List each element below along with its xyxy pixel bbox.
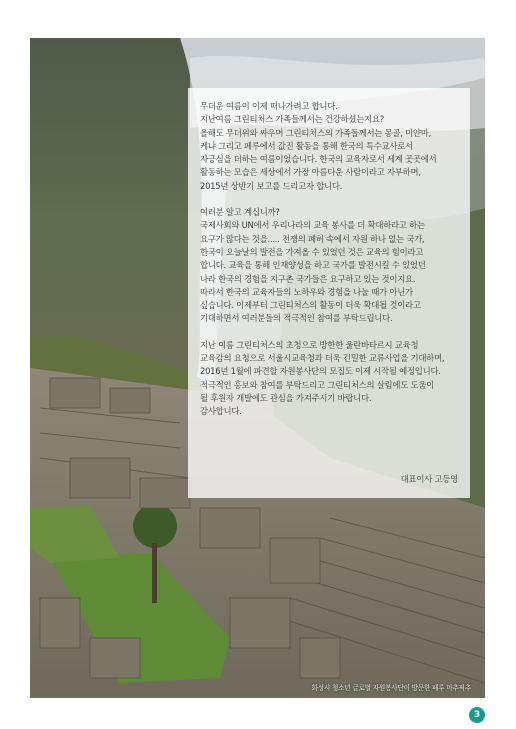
- photo-caption: 화성시 청소년 글로벌 자원봉사단이 방문한 페루 마추픽추: [311, 684, 471, 692]
- text-line: 지난여름 그린티처스 가족들께서는 건강하셨는지요?: [200, 114, 384, 125]
- text-line: 2015년 상반기 보고를 드리고자 합니다.: [200, 180, 343, 191]
- text-line: 감사합니다.: [200, 406, 242, 417]
- text-line: 여러분 알고 계십니까?: [200, 207, 280, 218]
- text-line: 자긍심을 더하는 여름이었습니다. 한국의 교육자로서 세계 곳곳에서: [200, 154, 437, 165]
- text-line: 나라 한국의 경험을 지구촌 국가들은 요구하고 있는 것이지요.: [200, 273, 416, 284]
- text-line: 활동하는 모습은 세상에서 가장 아름다운 사람이라고 자부하며,: [200, 167, 421, 178]
- text-line: 될 후원자 개발에도 관심을 가져주시기 바랍니다.: [200, 392, 372, 403]
- text-line: 요구가 많다는 것을..... 전쟁의 폐허 속에서 자원 하나 없는 국가,: [200, 233, 425, 244]
- text-line: 한국이 오늘날의 발전을 가져올 수 있었던 것은 교육의 힘이라고: [200, 246, 424, 257]
- text-line: 2016년 1월에 파견할 자원봉사단의 모집도 이제 시작될 예정입니다.: [200, 366, 441, 377]
- text-line: 올해도 무더위와 싸우며 그린티처스의 가족들께서는 몽골, 미얀마,: [200, 127, 431, 138]
- signature: 대표이사 고등영: [400, 473, 458, 484]
- letter-paragraph-3: [200, 339, 460, 419]
- text-line: 무더운 여름이 이제 떠나가려고 합니다.: [200, 101, 338, 111]
- text-line: 지난 여름 그린티처스의 초청으로 방한한 울란바타르시 교육청: [200, 339, 419, 350]
- text-line: 기대하면서 여러분들의 적극적인 참여를 부탁드립니다.: [200, 313, 393, 324]
- letter-panel: [188, 88, 470, 498]
- text-line: 적극적인 홍보와 참여를 부탁드리고 그린티처스의 살림에도 도움이: [200, 379, 434, 390]
- letter-paragraph-1: [200, 100, 460, 193]
- letter-paragraph-2: [200, 206, 460, 326]
- text-line: 국제사회와 UN에서 우리나라의 교육 봉사를 더 확대하라고 하는: [200, 220, 425, 231]
- page-number-badge: 3: [469, 707, 485, 723]
- text-line: 합니다. 교육을 통해 인재양성을 하고 국가를 발전시킬 수 있었던: [200, 260, 426, 271]
- text-line: 따라서 한국의 교육자들의 노하우와 경험을 나눌 때가 아닌가: [200, 286, 413, 297]
- text-line: 싶습니다. 이제부터 그린티처스의 활동이 더욱 확대될 것이라고: [200, 300, 421, 311]
- text-line: 케냐 그리고 페루에서 값진 활동을 통해 한국의 특수교사로서: [200, 140, 413, 151]
- text-line: 교육감의 요청으로 서울시교육청과 더욱 긴밀한 교류사업을 기대하며,: [200, 353, 445, 364]
